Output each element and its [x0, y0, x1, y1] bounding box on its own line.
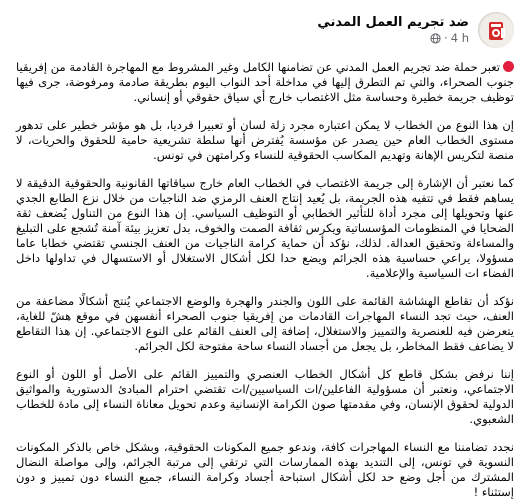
post-paragraph: إننا نرفض بشكل قاطع كل أشكال الخطاب العنصري والتمييز القائم على الأصل أو اللون أو النوع الاجتماعي، ونعتبر أن مسؤولية الفاعلين/ات السياسيين/ات تقتضي احترام المبادئ الدستورية والمواثيق الدولية لحقوق الإنسان، وفي مقدمتها صون الكرامة الإنسانية وعدم تحويل معاناة النساء إلى مادة للخطاب الشعبوي.	[16, 367, 514, 426]
post-body	[16, 60, 514, 500]
red-circle-icon	[503, 61, 514, 72]
post-paragraph: نجدد تضامننا مع النساء المهاجرات كافة، وندعو جميع المكونات الحقوقية، وبشكل خاص بالذكر المكونات النسوية في تونس، إلى التنديد بهذه الممارسات التي ترتقي إلى مرتبة الجرائم، وإلى مواصلة النضال المشترك من أجل وضع حد لكل أشكال استباحة أجساد وكرامة النساء، جميع النساء دون تمييز و دون إستثناء !	[16, 440, 514, 499]
page-name[interactable]: ضد تجريم العمل المدني	[317, 15, 469, 30]
separator-dot: ·	[444, 31, 448, 45]
post-paragraph: نؤكد أن تقاطع الهشاشة القائمة على اللون والجندر والهجرة والوضع الاجتماعي يُنتج أشكالًا مضاعفة من العنف، حيث تجد النساء المهاجرات القادمات من إفريقيا جنوب الصحراء أنفسهن في موقع هشّ للغاية، يتعرضن فيه للعنصرية والتمييز والاستغلال، إضافة إلى العنف القائم على النوع الاجتماعي. إن هذا التقاطع لا يضاعف فقط المخاطر، بل يجعل من أجساد النساء ساحة مفتوحة لكل الجرائم.	[16, 294, 514, 353]
page-avatar[interactable]	[478, 12, 514, 48]
globe-icon	[430, 33, 441, 44]
post-paragraph: كما نعتبر أن الإشارة إلى جريمة الاغتصاب في الخطاب العام خارج سياقاتها القانونية والحقوقية الدقيقة لا يساهم فقط في تتفيه هذه الجريمة، بل يُعيد إنتاج العنف الرمزي ضد الناجيات من خلال نزع الطابع الجدي عنها وتحويلها إلى مجرد أداة للتأثير الخطابي أو التوظيف السياسي. إن هذا النوع من التناول يُضعف ثقة الضحايا في المنظومات المؤسساتية ويكرس ثقافة الصمت والخوف، بدل تعزيز بيئة آمنة تُشجع على التبليغ والمساءلة وتحقيق العدالة. لذلك، نؤكد أن حماية كرامة الناجيات من العنف الجنسي تقتضي خطابا عاما مسؤولا، يراعي حساسية هذه الجرائم ويضع حدا لكل أشكال الاستغلال أو الاستسهال في تداولها داخل الفضاء ات السياسية والإعلامية.	[16, 176, 514, 280]
page-logo-icon	[479, 13, 515, 49]
post-header	[16, 10, 514, 50]
post-paragraph: تعبر حملة ضد تجريم العمل المدني عن تضامنها الكامل وغير المشروط مع المهاجرة القادمة من إفريقيا جنوب الصحراء، والتي تم التطرق إليها في مداخلة أحد النواب اليوم بطريقة صادمة ومرفوضة، جرى فيها توظيف جريمة خطيرة وحساسة مثل الاغتصاب خارج أي سياق حقوقي أو إنساني.	[16, 60, 514, 104]
post-time[interactable]: 4 h	[450, 31, 469, 45]
post-paragraph: إن هذا النوع من الخطاب لا يمكن اعتباره مجرد زلة لسان أو تعبيرا فرديا، بل هو مؤشر خطير على تدهور مستوى الخطاب العام حين يصدر عن مؤسسة يُفترض أنها سلطة تشريعية حامية للحقوق والحريات، لا منصة لتكريس الإهانة وتهديم المكاسب الحقوقية للنساء وكرامتهن في تونس.	[16, 118, 514, 162]
post-meta	[317, 14, 469, 46]
post-time-row	[317, 31, 469, 46]
